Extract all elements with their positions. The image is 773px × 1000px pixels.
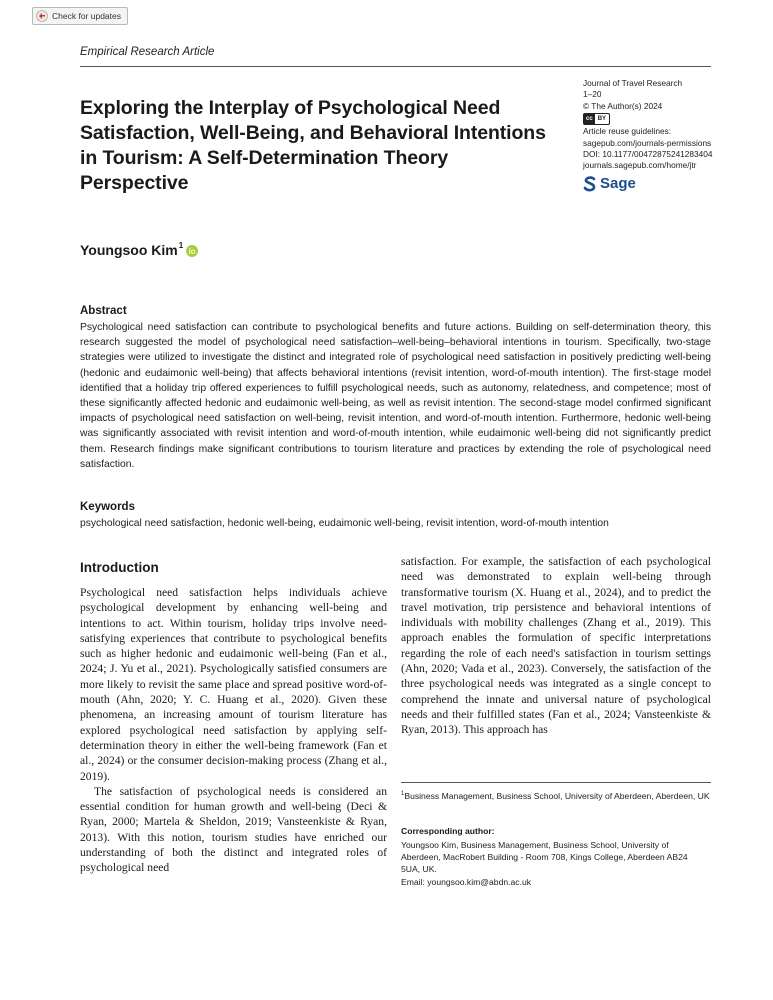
doi-link[interactable]: DOI: 10.1177/00472875241283404 bbox=[583, 149, 713, 160]
keywords-text: psychological need satisfaction, hedonic well-being, eudaimonic well-being, revisit intention, word-of-mouth intention bbox=[80, 518, 609, 529]
article-title: Exploring the Interplay of Psychological Need Satisfaction, Well-Being, and Behavioral Intentions in Tourism: A Self-Determination Theory Perspective bbox=[80, 97, 546, 194]
corresponding-line: Aberdeen, MacRobert Building - Room 708, Kings College, Aberdeen AB24 bbox=[401, 852, 688, 863]
check-updates-icon bbox=[36, 10, 48, 22]
check-for-updates-button[interactable] bbox=[32, 7, 128, 25]
body-paragraph: satisfaction. For example, the satisfaction of each psychological need was demonstrated to explain well-being through transformative tourism (X. Huang et al., 2024), and to predict the travel motivation, trip persistence and behavioral intentions of individuals with mobility challenges (Zhang et al., 2019). This approach enables the formulation of specific interpretations regarding the role of each need's satisfaction in tourism settings (Ahn, 2020; Vada et al., 2023). Conversely, the satisfaction of the three psychological needs was integrated as a single concept to comprehend the innate and universal nature of psychological needs and their fulfilled states (Fan et al., 2024; Vansteenkiste & Ryan, 2013). This approach has bbox=[401, 555, 711, 737]
body-paragraph: The satisfaction of psychological needs is considered an essential condition for human growth and well-being (Deci & Ryan, 2000; Martela & Sheldon, 2019; Vansteenkiste & Ryan, 2013). With this notion, tourism studies have enriched our understanding of both the distinct and integrated roles of psychological need bbox=[80, 784, 387, 875]
footnote-mark: 1 bbox=[401, 791, 405, 797]
journal-info bbox=[583, 78, 723, 192]
body-column-left bbox=[80, 585, 387, 876]
sage-s-icon bbox=[583, 176, 597, 192]
author bbox=[80, 242, 198, 258]
journal-name: Journal of Travel Research bbox=[583, 78, 683, 88]
footnote-affiliation: Business Management, Business School, University of Aberdeen, Aberdeen, UK bbox=[404, 790, 710, 801]
orcid-icon[interactable] bbox=[186, 245, 198, 257]
corresponding-line: Youngsoo Kim, Business Management, Business School, University of bbox=[401, 840, 669, 850]
footnote-divider bbox=[401, 782, 711, 783]
sage-logo bbox=[583, 176, 723, 192]
cc-by-label: BY bbox=[597, 116, 607, 123]
cc-license-icon: cc bbox=[586, 116, 593, 123]
introduction-heading: Introduction bbox=[80, 560, 159, 575]
copyright: © The Author(s) 2024 bbox=[583, 100, 663, 111]
corresponding-line: 5UA, UK. bbox=[401, 864, 437, 875]
check-for-updates-label: Check for updates bbox=[52, 11, 121, 21]
cc-license-badge[interactable] bbox=[583, 113, 610, 125]
reuse-label: Article reuse guidelines: bbox=[583, 126, 672, 137]
abstract-heading: Abstract bbox=[80, 305, 127, 317]
corresponding-author-details bbox=[401, 839, 713, 888]
page-range: 1–20 bbox=[583, 89, 602, 100]
publisher-name: Sage bbox=[600, 175, 636, 193]
article-type: Empirical Research Article bbox=[80, 46, 215, 58]
keywords-heading: Keywords bbox=[80, 501, 135, 513]
corresponding-email[interactable]: Email: youngsoo.kim@abdn.ac.uk bbox=[401, 876, 532, 887]
body-column-right bbox=[401, 554, 711, 738]
header-divider bbox=[80, 66, 711, 67]
abstract-text: Psychological need satisfaction can contribute to psychological benefits and future actions. Building on self-determination theory, this research suggested the model of psychological need satisfaction–well-being–behavioral intentions in tourism. Specifically, two-stage strategies were utilized to investigate the distinct and integrated role of psychological need satisfaction in positively predicting well-being (hedonic and eudaimonic well-being) that affects behavioral intentions (revisit intention, word-of-mouth intention). The first-stage model identified that a holiday trip offered experiences to fulfill psychological needs, such as autonomy, relatedness, and competence; most of these significantly affected hedonic and eudaimonic well-being, as well as revisit intention. The second-stage model confirmed significant impacts of psychological need satisfaction on well-being, revisit intention, and word-of-mouth intention. Furthermore, hedonic well-being was significantly associated with revisit intention and word-of-mouth intention, while eudaimonic well-being did not significantly predict them. Research findings make significant contributions to tourism literature and practices by extending the role of psychological need satisfaction. bbox=[80, 322, 711, 470]
corresponding-author-heading: Corresponding author: bbox=[401, 826, 495, 836]
author-name: Youngsoo Kim bbox=[80, 242, 178, 258]
body-paragraph: Psychological need satisfaction helps individuals achieve psychological development by enhancing well-being and intentions to act. Within tourism, holiday trips involve need-satisfying experiences that contribute to psychological benefits such as higher hedonic and eudaimonic well-being (Fan et al., 2024; J. Yu et al., 2021). Psychologically satisfied consumers are more likely to revisit the same place and spread positive word-of-mouth (Ahn, 2020; Y. C. Huang et al., 2020). Given these phenomena, an increasing amount of tourism literature has explored psychological need satisfaction by applying self-determination theory in either the well-being framework (Fan et al., 2024) or the consumer decision-making process (Zhang et al., 2019). bbox=[80, 586, 387, 783]
journal-home-link[interactable]: journals.sagepub.com/home/jtr bbox=[583, 160, 697, 171]
affiliation-footnote bbox=[401, 788, 713, 802]
author-affiliation-mark: 1 bbox=[178, 241, 184, 250]
reuse-link[interactable]: sagepub.com/journals-permissions bbox=[583, 137, 712, 148]
